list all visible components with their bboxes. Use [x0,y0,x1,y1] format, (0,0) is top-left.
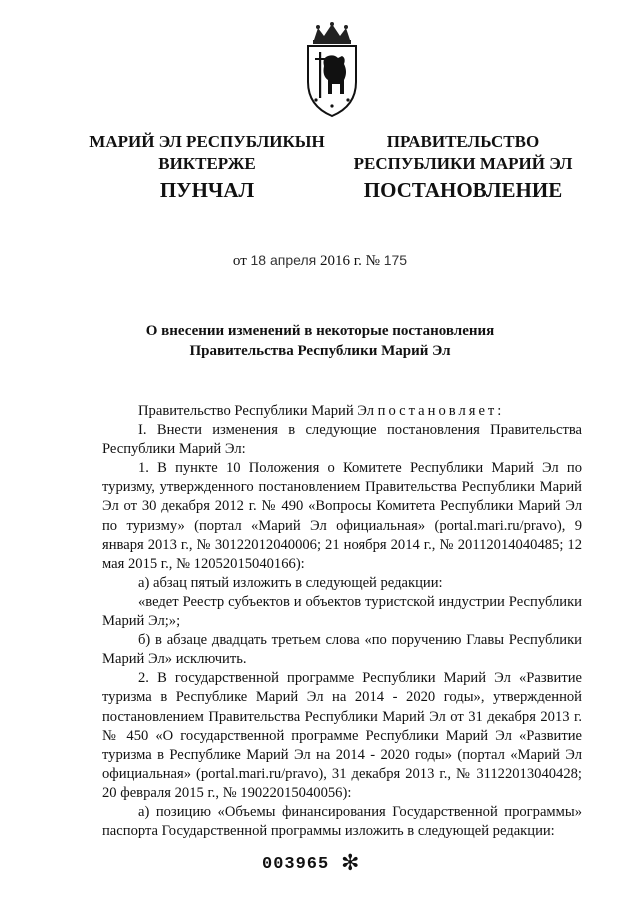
asterisk-mark-icon: ✻ [341,851,360,876]
body-paragraph: 2. В государственной программе Республики Марий Эл «Развитие туризма в Республике Марий Эл на 2014 - 2020 годы», утвержденной постановлением Правительства Республики Марий Эл от 31 декабря 2013 г. № 450 «О государственной программе Республики Марий Эл «Развитие туризма в Республике Марий Эл на 2014 - 2020 годы» (портал «Марий Эл официальная» (portal.mari.ru/pravo), 31 декабря 2013 г., № 31122013040428; 20 февраля 2015 г., № 19022015040056): [102,670,582,801]
body-paragraph: б) в абзаце двадцать третьем слова «по поручению Главы Республики Марий Эл» исключить. [102,632,582,668]
header-left-line1: МАРИЙ ЭЛ РЕСПУБЛИКЫН [89,132,325,151]
header-left-title: ПУНЧАЛ [159,178,255,202]
body-intro-verb: постановляет: [377,403,505,419]
date-day-month: 18 апреля [250,252,317,268]
header-right-title: ПОСТАНОВЛЕНИЕ [363,178,563,202]
coat-of-arms-icon [300,22,364,118]
document-date-line [0,252,640,270]
body-intro: Правительство Республики Марий Эл [138,403,378,419]
date-year: 2016 г. [319,253,362,269]
body-paragraph: а) позицию «Объемы финансирования Государственной программы» паспорта Государственной программы изложить в следующей редакции: [102,803,582,840]
body-paragraph: 1. В пункте 10 Положения о Комитете Республики Марий Эл по туризму, утвержденного постановлением Правительства Республики Марий Эл от 30 декабря 2012 г. № 490 «Вопросы Комитета Республики Марий Эл по туризму» (портал «Марий Эл официальная» (portal.mari.ru/pravo), 9 января 2013 г., № 30122012040006; 21 ноября 2014 г., № 20112014040485; 12 мая 2015 г., № 12052015040166): [102,460,582,572]
body-paragraph: «ведет Реестр субъектов и объектов туристской индустрии Республики Марий Эл;»; [102,593,582,630]
subject-line2: Правительства Республики Марий Эл [189,343,451,359]
header-left-authority [82,131,332,175]
serial-number: 003965 [262,855,330,874]
document-subject [120,321,520,361]
header-right-authority [352,131,574,175]
body-paragraph: I. Внести изменения в следующие постановления Правительства Республики Марий Эл: [102,422,582,458]
header-right-line1: ПРАВИТЕЛЬСТВО [386,132,540,151]
header-left-line2: ВИКТЕРЖЕ [158,154,256,173]
body-paragraph [102,402,582,421]
document-number: 175 [383,252,408,268]
document-body [102,402,582,841]
body-paragraph: а) абзац пятый изложить в следующей редакции: [138,574,443,591]
header-right-line2: РЕСПУБЛИКИ МАРИЙ ЭЛ [353,154,573,173]
subject-line1: О внесении изменений в некоторые постановления [145,323,495,339]
number-prefix: № [365,253,380,269]
date-prefix: от [232,253,247,269]
